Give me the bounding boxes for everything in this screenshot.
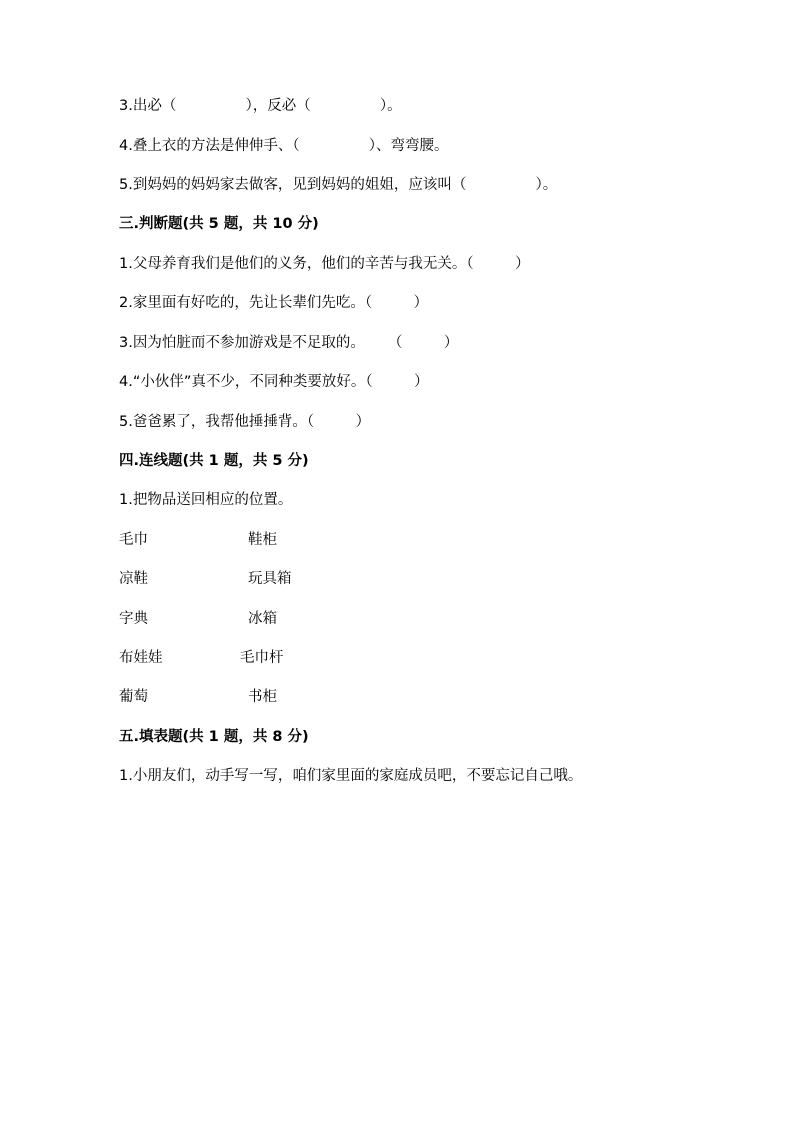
matching-left-item: 字典 — [119, 611, 148, 627]
matching-question: 1.把物品送回相应的位置。 — [119, 492, 293, 508]
fill-blank-item-4: 4.叠上衣的方法是伸伸手、（ ）、弯弯腰。 — [119, 138, 449, 154]
matching-right-item: 玩具箱 — [248, 571, 292, 587]
judge-item-3: 3.因为怕脏而不参加游戏是不足取的。 （ ） — [119, 335, 459, 351]
matching-left-item: 毛巾 — [119, 532, 148, 548]
judge-item-2: 2.家里面有好吃的，先让长辈们先吃。（ ） — [119, 295, 429, 311]
fill-blank-item-5: 5.到妈妈的妈妈家去做客，见到妈妈的姐姐，应该叫（ ）。 — [119, 177, 558, 193]
section-3-heading: 三.判断题(共 5 题，共 10 分) — [119, 216, 319, 232]
judge-item-1: 1.父母养育我们是他们的义务，他们的辛苦与我无关。（ ） — [119, 256, 530, 272]
judge-item-4: 4.“小伙伴”真不少，不同种类要放好。（ ） — [119, 374, 429, 390]
table-fill-question: 1.小朋友们，动手写一写，咱们家里面的家庭成员吧，不要忘记自己哦。 — [119, 768, 583, 784]
matching-right-item: 鞋柜 — [248, 532, 277, 548]
matching-right-item: 书柜 — [248, 689, 277, 705]
matching-left-item: 葡萄 — [119, 689, 148, 705]
fill-blank-item-3: 3.出必（ ），反必（ ）。 — [119, 98, 402, 114]
matching-left-item: 布娃娃 — [119, 650, 163, 666]
judge-item-5: 5.爸爸累了，我帮他捶捶背。（ ） — [119, 414, 371, 430]
matching-right-item: 冰箱 — [248, 611, 277, 627]
section-4-heading: 四.连线题(共 1 题，共 5 分) — [119, 453, 309, 469]
matching-right-item: 毛巾杆 — [240, 650, 284, 666]
section-5-heading: 五.填表题(共 1 题，共 8 分) — [119, 729, 309, 745]
matching-left-item: 凉鞋 — [119, 571, 148, 587]
